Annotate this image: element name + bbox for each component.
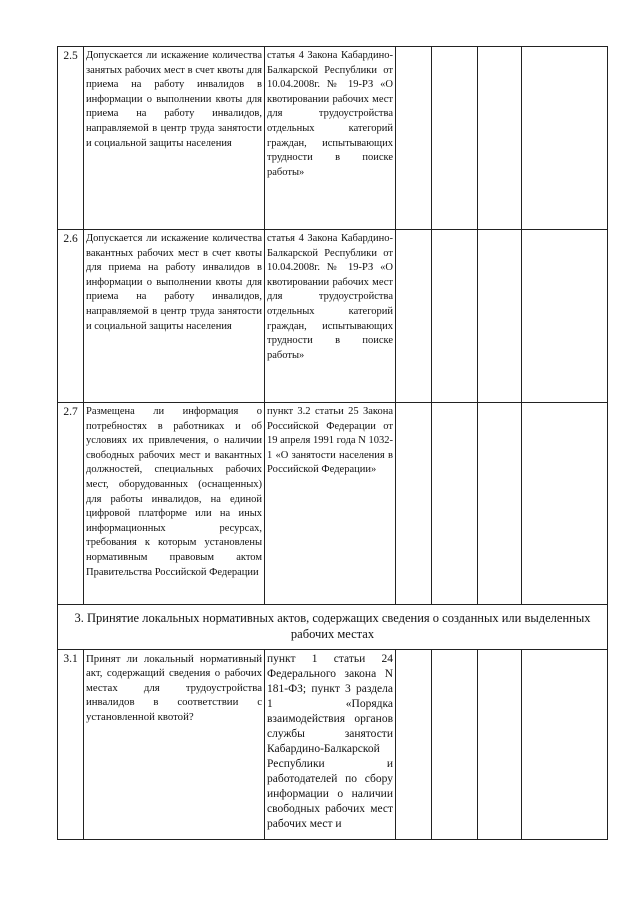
legal-reference: статья 4 Закона Кабардино-Балкарской Республики от 10.04.2008г. № 19-РЗ «О квотировании рабочих мест для трудоустройства отдельных категорий граждан, испытывающих трудности в поиске работы» [265,230,396,403]
table-row [58,230,608,403]
checklist-table [57,46,608,840]
legal-reference: пункт 1 статьи 24 Федерального закона N 181-ФЗ; пункт 3 раздела 1 «Порядка взаимодействия органов службы занятости Кабардино-Балкарской Республики и работодателей по сбору информации о наличии свободных рабочих мест рабочих мест и [265,650,396,840]
section-title: 3. Принятие локальных нормативных актов, содержащих сведения о созданных или выделенных рабочих местах [58,605,608,650]
answer-yes-cell[interactable] [396,230,432,403]
table-row [58,403,608,605]
question-text: Размещена ли информация о потребностях в работниках и об условиях их привлечения, о наличии свободных рабочих мест и вакантных должностей, специальных рабочих мест, оборудованных (оснащенных) для работы инвалидов, на единой цифровой платформе или на иных информационных ресурсах, требования к которым установлены нормативным правовым актом Правительства Российской Федерации [84,403,265,605]
question-text: Допускается ли искажение количества занятых рабочих мест в счет квоты для приема на работу инвалидов в информации о выполнении квоты для приема на работу инвалидов, направляемой в центр труда занятости и социальной защиты населения [84,47,265,230]
note-cell[interactable] [522,403,608,605]
answer-no-cell[interactable] [432,47,478,230]
row-number: 2.5 [58,47,84,230]
note-cell[interactable] [522,230,608,403]
answer-yes-cell[interactable] [396,47,432,230]
row-number: 2.6 [58,230,84,403]
question-text: Допускается ли искажение количества вакантных рабочих мест в счет квоты для приема на работу инвалидов в информации о выполнении квоты для приема на работу инвалидов, направляемой в центр труда занятости и социальной защиты населения [84,230,265,403]
answer-na-cell[interactable] [478,403,522,605]
checklist-page [57,46,608,840]
question-text: Принят ли локальный нормативный акт, содержащий сведения о рабочих местах для трудоустройства инвалидов в соответствии с установленной квотой? [84,650,265,840]
row-number: 2.7 [58,403,84,605]
section-header-row [58,605,608,650]
answer-na-cell[interactable] [478,230,522,403]
answer-na-cell[interactable] [478,47,522,230]
answer-no-cell[interactable] [432,403,478,605]
answer-no-cell[interactable] [432,650,478,840]
answer-na-cell[interactable] [478,650,522,840]
legal-reference: пункт 3.2 статьи 25 Закона Российской Федерации от 19 апреля 1991 года N 1032-1 «О занятости населения в Российской Федерации» [265,403,396,605]
answer-no-cell[interactable] [432,230,478,403]
answer-yes-cell[interactable] [396,650,432,840]
legal-reference: статья 4 Закона Кабардино-Балкарской Республики от 10.04.2008г. № 19-РЗ «О квотировании рабочих мест для трудоустройства отдельных категорий граждан, испытывающих трудности в поиске работы» [265,47,396,230]
row-number: 3.1 [58,650,84,840]
table-row [58,47,608,230]
answer-yes-cell[interactable] [396,403,432,605]
note-cell[interactable] [522,47,608,230]
note-cell[interactable] [522,650,608,840]
table-row [58,650,608,840]
